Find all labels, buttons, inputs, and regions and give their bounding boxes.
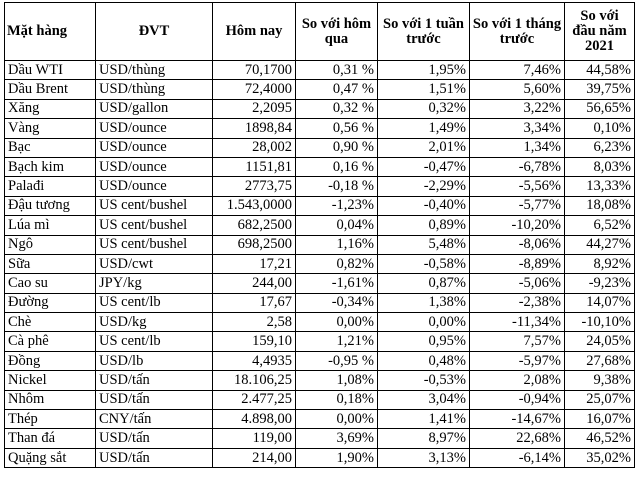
cell-unit: USD/thùng bbox=[96, 61, 213, 80]
cell-unit: USD/tấn bbox=[96, 448, 213, 467]
cell-vs-yesterday: 0,56 % bbox=[296, 119, 378, 138]
table-row bbox=[5, 429, 635, 448]
cell-item: Đồng bbox=[5, 351, 96, 370]
table-row bbox=[5, 390, 635, 409]
table-row bbox=[5, 371, 635, 390]
cell-vs-month: -5,77% bbox=[470, 196, 565, 215]
cell-today: 2,58 bbox=[213, 313, 296, 332]
cell-vs-week: 8,97% bbox=[378, 429, 470, 448]
cell-vs-year-start: -10,10% bbox=[565, 313, 635, 332]
cell-vs-year-start: 6,52% bbox=[565, 216, 635, 235]
cell-vs-yesterday: 1,90% bbox=[296, 448, 378, 467]
cell-vs-week: 1,51% bbox=[378, 80, 470, 99]
cell-vs-month: -6,14% bbox=[470, 448, 565, 467]
cell-vs-month: -6,78% bbox=[470, 157, 565, 176]
header-vs-week: So với 1 tuần trước bbox=[378, 3, 470, 61]
cell-vs-week: 0,95% bbox=[378, 332, 470, 351]
cell-vs-month: -10,20% bbox=[470, 216, 565, 235]
cell-vs-week: 3,04% bbox=[378, 390, 470, 409]
cell-item: Cà phê bbox=[5, 332, 96, 351]
cell-today: 2773,75 bbox=[213, 177, 296, 196]
cell-vs-week: 2,01% bbox=[378, 138, 470, 157]
cell-vs-month: 1,34% bbox=[470, 138, 565, 157]
cell-unit: USD/ounce bbox=[96, 138, 213, 157]
cell-today: 4.898,00 bbox=[213, 410, 296, 429]
cell-today: 698,2500 bbox=[213, 235, 296, 254]
cell-unit: USD/kg bbox=[96, 313, 213, 332]
cell-item: Cao su bbox=[5, 274, 96, 293]
cell-vs-month: 7,57% bbox=[470, 332, 565, 351]
cell-vs-week: -0,40% bbox=[378, 196, 470, 215]
cell-today: 17,67 bbox=[213, 293, 296, 312]
cell-vs-year-start: 6,23% bbox=[565, 138, 635, 157]
cell-today: 1898,84 bbox=[213, 119, 296, 138]
cell-item: Bạc bbox=[5, 138, 96, 157]
table-row bbox=[5, 177, 635, 196]
header-vs-yesterday: So với hôm qua bbox=[296, 3, 378, 61]
cell-vs-week: -0,53% bbox=[378, 371, 470, 390]
cell-vs-month: -5,06% bbox=[470, 274, 565, 293]
table-row bbox=[5, 61, 635, 80]
cell-vs-year-start: 14,07% bbox=[565, 293, 635, 312]
cell-vs-month: -5,56% bbox=[470, 177, 565, 196]
cell-vs-month: 3,34% bbox=[470, 119, 565, 138]
cell-unit: USD/gallon bbox=[96, 99, 213, 118]
cell-vs-week: 0,48% bbox=[378, 351, 470, 370]
cell-vs-year-start: 44,27% bbox=[565, 235, 635, 254]
header-vs-year-start: So với đầu năm 2021 bbox=[565, 3, 635, 61]
cell-vs-year-start: 56,65% bbox=[565, 99, 635, 118]
table-row bbox=[5, 448, 635, 467]
cell-today: 244,00 bbox=[213, 274, 296, 293]
cell-item: Lúa mì bbox=[5, 216, 96, 235]
cell-vs-month: 3,22% bbox=[470, 99, 565, 118]
cell-vs-week: -2,29% bbox=[378, 177, 470, 196]
cell-vs-year-start: 35,02% bbox=[565, 448, 635, 467]
cell-today: 2,2095 bbox=[213, 99, 296, 118]
table-row bbox=[5, 80, 635, 99]
table-row bbox=[5, 157, 635, 176]
cell-item: Chè bbox=[5, 313, 96, 332]
commodity-price-table bbox=[4, 2, 635, 468]
cell-item: Bạch kim bbox=[5, 157, 96, 176]
cell-unit: USD/lb bbox=[96, 351, 213, 370]
cell-item: Dầu WTI bbox=[5, 61, 96, 80]
table-header bbox=[5, 3, 635, 61]
cell-unit: USD/tấn bbox=[96, 390, 213, 409]
header-today: Hôm nay bbox=[213, 3, 296, 61]
cell-vs-yesterday: -0,18 % bbox=[296, 177, 378, 196]
cell-item: Dầu Brent bbox=[5, 80, 96, 99]
cell-item: Vàng bbox=[5, 119, 96, 138]
cell-today: 159,10 bbox=[213, 332, 296, 351]
cell-item: Đậu tương bbox=[5, 196, 96, 215]
cell-unit: US cent/lb bbox=[96, 332, 213, 351]
cell-vs-yesterday: -0,34% bbox=[296, 293, 378, 312]
cell-item: Sữa bbox=[5, 254, 96, 273]
table-row bbox=[5, 254, 635, 273]
cell-vs-week: 0,87% bbox=[378, 274, 470, 293]
cell-vs-year-start: 16,07% bbox=[565, 410, 635, 429]
header-item: Mặt hàng bbox=[5, 3, 96, 61]
cell-vs-week: 0,32% bbox=[378, 99, 470, 118]
cell-item: Nhôm bbox=[5, 390, 96, 409]
cell-vs-year-start: 8,03% bbox=[565, 157, 635, 176]
table-row bbox=[5, 332, 635, 351]
cell-unit: USD/cwt bbox=[96, 254, 213, 273]
cell-vs-yesterday: 1,08% bbox=[296, 371, 378, 390]
cell-item: Nickel bbox=[5, 371, 96, 390]
cell-today: 17,21 bbox=[213, 254, 296, 273]
table-row bbox=[5, 196, 635, 215]
commodity-price-table-container bbox=[4, 2, 635, 468]
header-vs-month: So với 1 tháng trước bbox=[470, 3, 565, 61]
cell-vs-yesterday: 1,21% bbox=[296, 332, 378, 351]
cell-today: 2.477,25 bbox=[213, 390, 296, 409]
cell-item: Thép bbox=[5, 410, 96, 429]
cell-today: 214,00 bbox=[213, 448, 296, 467]
cell-vs-yesterday: -1,61% bbox=[296, 274, 378, 293]
cell-vs-month: -11,34% bbox=[470, 313, 565, 332]
table-body bbox=[5, 61, 635, 468]
cell-vs-yesterday: 1,16% bbox=[296, 235, 378, 254]
cell-vs-yesterday: 0,47 % bbox=[296, 80, 378, 99]
cell-vs-week: 1,49% bbox=[378, 119, 470, 138]
cell-item: Than đá bbox=[5, 429, 96, 448]
table-row bbox=[5, 293, 635, 312]
cell-vs-yesterday: 0,90 % bbox=[296, 138, 378, 157]
cell-today: 18.106,25 bbox=[213, 371, 296, 390]
cell-vs-month: -0,94% bbox=[470, 390, 565, 409]
cell-item: Xăng bbox=[5, 99, 96, 118]
cell-item: Quặng sắt bbox=[5, 448, 96, 467]
cell-vs-yesterday: 0,31 % bbox=[296, 61, 378, 80]
cell-vs-year-start: 18,08% bbox=[565, 196, 635, 215]
cell-today: 682,2500 bbox=[213, 216, 296, 235]
cell-today: 1.543,0000 bbox=[213, 196, 296, 215]
cell-unit: USD/thùng bbox=[96, 80, 213, 99]
cell-vs-year-start: 24,05% bbox=[565, 332, 635, 351]
table-row bbox=[5, 313, 635, 332]
table-row bbox=[5, 138, 635, 157]
cell-vs-week: 1,41% bbox=[378, 410, 470, 429]
cell-vs-year-start: 0,10% bbox=[565, 119, 635, 138]
cell-vs-week: 3,13% bbox=[378, 448, 470, 467]
cell-vs-yesterday: 0,00% bbox=[296, 313, 378, 332]
cell-unit: USD/ounce bbox=[96, 119, 213, 138]
cell-vs-year-start: 44,58% bbox=[565, 61, 635, 80]
header-unit: ĐVT bbox=[96, 3, 213, 61]
cell-vs-yesterday: 0,04% bbox=[296, 216, 378, 235]
table-row bbox=[5, 410, 635, 429]
cell-today: 70,1700 bbox=[213, 61, 296, 80]
cell-unit: US cent/lb bbox=[96, 293, 213, 312]
cell-vs-year-start: 46,52% bbox=[565, 429, 635, 448]
cell-vs-year-start: 25,07% bbox=[565, 390, 635, 409]
cell-vs-yesterday: 0,16 % bbox=[296, 157, 378, 176]
cell-vs-week: -0,58% bbox=[378, 254, 470, 273]
cell-today: 1151,81 bbox=[213, 157, 296, 176]
table-row bbox=[5, 99, 635, 118]
cell-vs-month: -14,67% bbox=[470, 410, 565, 429]
cell-item: Palađi bbox=[5, 177, 96, 196]
cell-today: 28,002 bbox=[213, 138, 296, 157]
cell-unit: USD/tấn bbox=[96, 429, 213, 448]
cell-item: Đường bbox=[5, 293, 96, 312]
cell-vs-week: 5,48% bbox=[378, 235, 470, 254]
cell-vs-year-start: 27,68% bbox=[565, 351, 635, 370]
table-row bbox=[5, 119, 635, 138]
cell-unit: USD/ounce bbox=[96, 177, 213, 196]
cell-today: 119,00 bbox=[213, 429, 296, 448]
cell-vs-yesterday: -1,23% bbox=[296, 196, 378, 215]
cell-vs-month: -5,97% bbox=[470, 351, 565, 370]
cell-vs-month: -8,89% bbox=[470, 254, 565, 273]
cell-unit: USD/ounce bbox=[96, 157, 213, 176]
table-row bbox=[5, 235, 635, 254]
cell-vs-month: 5,60% bbox=[470, 80, 565, 99]
cell-vs-year-start: 9,38% bbox=[565, 371, 635, 390]
header-row bbox=[5, 3, 635, 61]
cell-vs-year-start: 39,75% bbox=[565, 80, 635, 99]
cell-today: 4,4935 bbox=[213, 351, 296, 370]
cell-vs-yesterday: 0,00% bbox=[296, 410, 378, 429]
cell-unit: US cent/bushel bbox=[96, 235, 213, 254]
cell-vs-week: 0,00% bbox=[378, 313, 470, 332]
cell-unit: US cent/bushel bbox=[96, 216, 213, 235]
cell-unit: CNY/tấn bbox=[96, 410, 213, 429]
cell-vs-yesterday: -0,95 % bbox=[296, 351, 378, 370]
cell-vs-week: -0,47% bbox=[378, 157, 470, 176]
table-row bbox=[5, 351, 635, 370]
cell-unit: JPY/kg bbox=[96, 274, 213, 293]
cell-unit: USD/tấn bbox=[96, 371, 213, 390]
cell-vs-month: 22,68% bbox=[470, 429, 565, 448]
table-row bbox=[5, 274, 635, 293]
cell-vs-week: 1,95% bbox=[378, 61, 470, 80]
cell-vs-yesterday: 0,32 % bbox=[296, 99, 378, 118]
cell-vs-year-start: 8,92% bbox=[565, 254, 635, 273]
cell-vs-month: -8,06% bbox=[470, 235, 565, 254]
cell-item: Ngô bbox=[5, 235, 96, 254]
cell-vs-yesterday: 3,69% bbox=[296, 429, 378, 448]
cell-vs-month: 2,08% bbox=[470, 371, 565, 390]
cell-vs-year-start: 13,33% bbox=[565, 177, 635, 196]
cell-vs-month: -2,38% bbox=[470, 293, 565, 312]
cell-vs-yesterday: 0,82% bbox=[296, 254, 378, 273]
cell-vs-week: 1,38% bbox=[378, 293, 470, 312]
cell-today: 72,4000 bbox=[213, 80, 296, 99]
cell-vs-week: 0,89% bbox=[378, 216, 470, 235]
cell-vs-year-start: -9,23% bbox=[565, 274, 635, 293]
table-row bbox=[5, 216, 635, 235]
cell-unit: US cent/bushel bbox=[96, 196, 213, 215]
cell-vs-month: 7,46% bbox=[470, 61, 565, 80]
cell-vs-yesterday: 0,18% bbox=[296, 390, 378, 409]
